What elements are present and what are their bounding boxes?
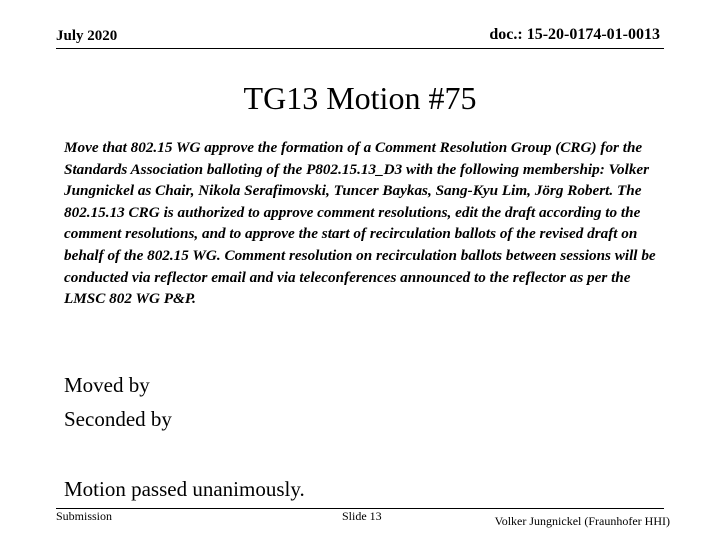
footer-slide-number: Slide 13	[342, 509, 382, 523]
header-date: July 2020	[56, 28, 118, 44]
footer-author: Volker Jungnickel (Fraunhofer HHI)	[494, 514, 670, 528]
seconded-by-label: Seconded by	[64, 407, 172, 431]
motion-result: Motion passed unanimously.	[64, 477, 305, 501]
motion-text: Move that 802.15 WG approve the formation of a Comment Resolution Group (CRG) for the Standards Association balloting of the P802.15.13_D3 with the following membership: Volker Jungnickel as Chair, Nikola Serafimovski, Tuncer Baykas, Sang-Kyu Lim, Jörg Robert. The 802.15.13 CRG is authorized to approve comment resolutions, edit the draft according to the comment resolutions, and to approve the start of recirculation ballots of the revised draft on behalf of the 802.15 WG. Comment resolution on recirculation ballots between sessions will be conducted via reflector email and via teleconferences announced to the reflector as per the LMSC 802 WG P&P.	[64, 139, 656, 308]
header-divider	[56, 48, 664, 49]
moved-by-label: Moved by	[64, 373, 150, 397]
slide-title: TG13 Motion #75	[243, 80, 477, 116]
footer-submission: Submission	[56, 509, 113, 523]
document-id: doc.: 15-20-0174-01-0013	[489, 26, 660, 43]
